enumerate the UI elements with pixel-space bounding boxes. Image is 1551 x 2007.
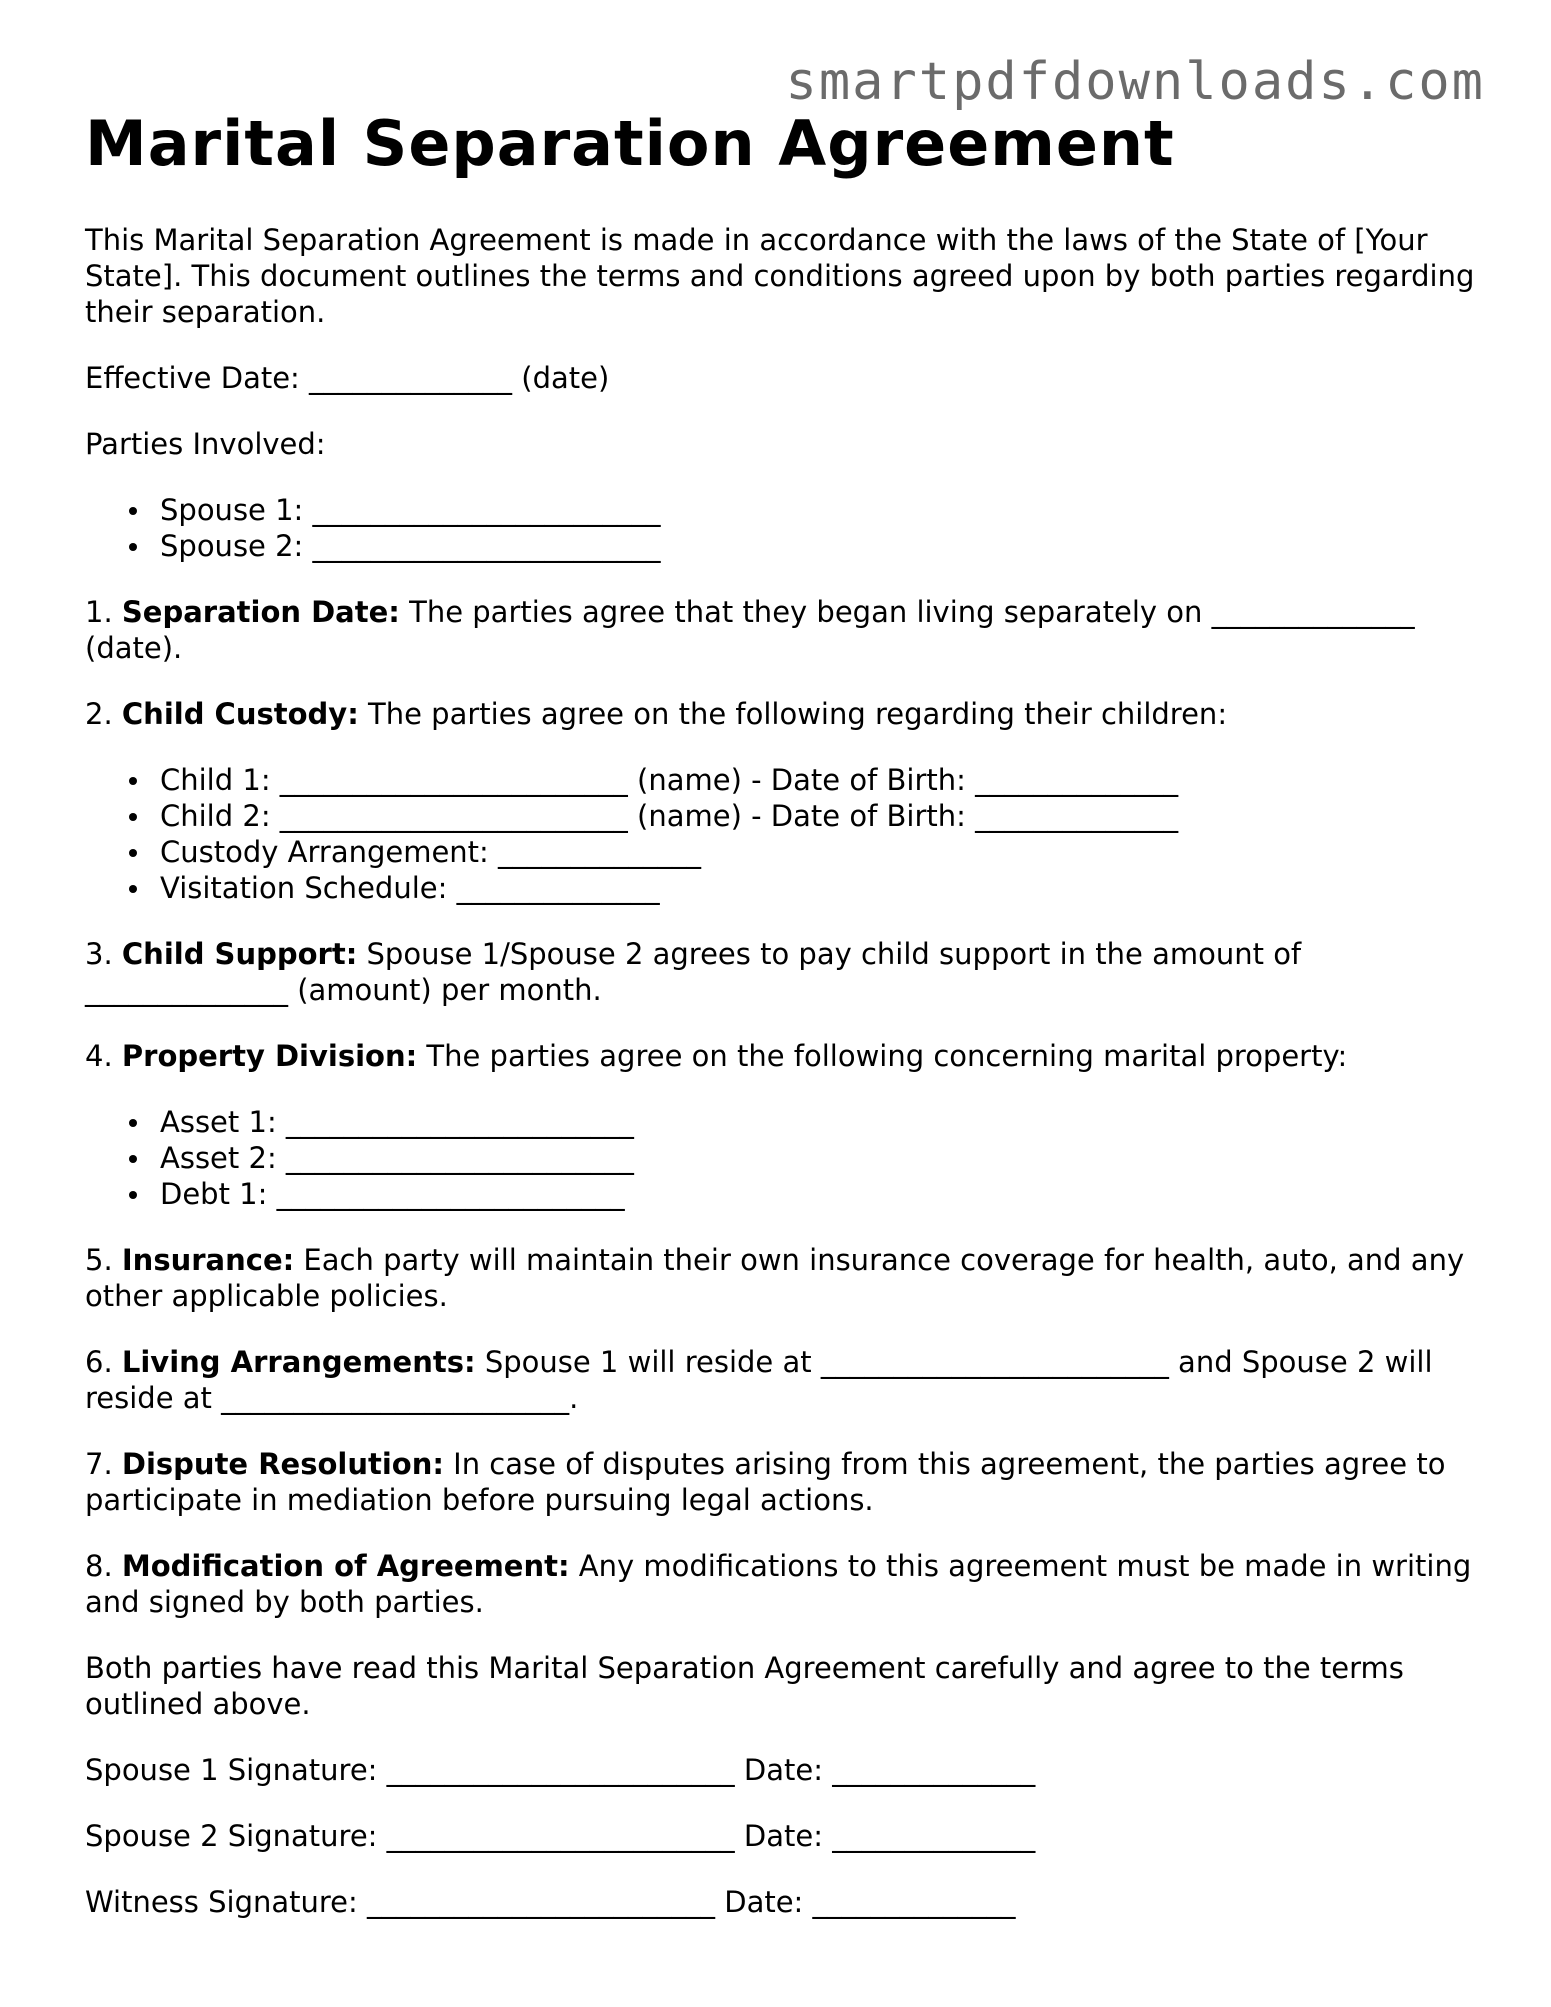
section-text: The parties agree on the following concerning marital property: — [417, 1039, 1348, 1073]
list-item-custody-arrangement: Custody Arrangement: ______________ — [129, 834, 1475, 870]
section-heading: Child Custody: — [121, 697, 359, 731]
list-item-asset-2: Asset 2: ________________________ — [129, 1140, 1475, 1176]
section-dispute-resolution — [85, 1446, 1475, 1518]
section-child-support — [85, 936, 1475, 1008]
section-heading: Separation Date: — [121, 595, 400, 629]
property-list — [85, 1104, 1475, 1212]
section-child-custody — [85, 696, 1475, 732]
list-item-child-1: Child 1: ________________________ (name) - Date of Birth: ______________ — [129, 762, 1475, 798]
section-text: Spouse 1 will reside at ________________________ and Spouse 2 will reside at ________________________. — [85, 1345, 1433, 1415]
section-number: 4. — [85, 1039, 122, 1073]
watermark: smartpdfdownloads.com — [785, 52, 1485, 112]
parties-label: Parties Involved: — [85, 427, 326, 461]
section-living-arrangements — [85, 1344, 1475, 1416]
section-heading: Dispute Resolution: — [121, 1447, 444, 1481]
section-heading: Living Arrangements: — [121, 1345, 476, 1379]
signature-line-spouse-2: Spouse 2 Signature: ________________________ Date: ______________ — [85, 1819, 1036, 1853]
parties-list — [85, 492, 1475, 564]
intro-paragraph: This Marital Separation Agreement is made in accordance with the laws of the State of [Your State]. This document outlines the terms and conditions agreed upon by both parties regarding their separation. — [85, 223, 1475, 329]
effective-date-line: Effective Date: ______________ (date) — [85, 361, 610, 395]
section-text: The parties agree on the following regarding their children: — [358, 697, 1228, 731]
list-item-debt-1: Debt 1: ________________________ — [129, 1176, 1475, 1212]
section-number: 2. — [85, 697, 122, 731]
document-title: Marital Separation Agreement — [85, 107, 1175, 180]
section-number: 6. — [85, 1345, 122, 1379]
children-list — [85, 762, 1475, 906]
section-number: 8. — [85, 1549, 122, 1583]
document-body — [85, 108, 1475, 1950]
section-text: Spouse 1/Spouse 2 agrees to pay child support in the amount of ______________ (amount) per month. — [85, 937, 1302, 1007]
signature-line-witness: Witness Signature: ________________________ Date: ______________ — [85, 1885, 1016, 1919]
section-text: The parties agree that they began living separately on ______________ (date). — [85, 595, 1415, 665]
section-heading: Insurance: — [121, 1243, 295, 1277]
section-separation-date — [85, 594, 1475, 666]
signature-line-spouse-1: Spouse 1 Signature: ________________________ Date: ______________ — [85, 1753, 1036, 1787]
section-number: 7. — [85, 1447, 122, 1481]
section-modification — [85, 1548, 1475, 1620]
closing-paragraph: Both parties have read this Marital Separation Agreement carefully and agree to the terms outlined above. — [85, 1651, 1404, 1721]
section-heading: Modification of Agreement: — [121, 1549, 570, 1583]
list-item-spouse-2: Spouse 2: ________________________ — [129, 528, 1475, 564]
section-insurance — [85, 1242, 1475, 1314]
section-property-division — [85, 1038, 1475, 1074]
section-number: 3. — [85, 937, 122, 971]
section-text: Any modifications to this agreement must be made in writing and signed by both parties. — [85, 1549, 1472, 1619]
list-item-asset-1: Asset 1: ________________________ — [129, 1104, 1475, 1140]
section-number: 5. — [85, 1243, 122, 1277]
list-item-child-2: Child 2: ________________________ (name) - Date of Birth: ______________ — [129, 798, 1475, 834]
list-item-spouse-1: Spouse 1: ________________________ — [129, 492, 1475, 528]
list-item-visitation-schedule: Visitation Schedule: ______________ — [129, 870, 1475, 906]
section-heading: Child Support: — [121, 937, 358, 971]
section-heading: Property Division: — [121, 1039, 418, 1073]
section-number: 1. — [85, 595, 122, 629]
section-text: Each party will maintain their own insurance coverage for health, auto, and any other applicable policies. — [85, 1243, 1465, 1313]
section-text: In case of disputes arising from this agreement, the parties agree to participate in mediation before pursuing legal actions. — [85, 1447, 1446, 1517]
